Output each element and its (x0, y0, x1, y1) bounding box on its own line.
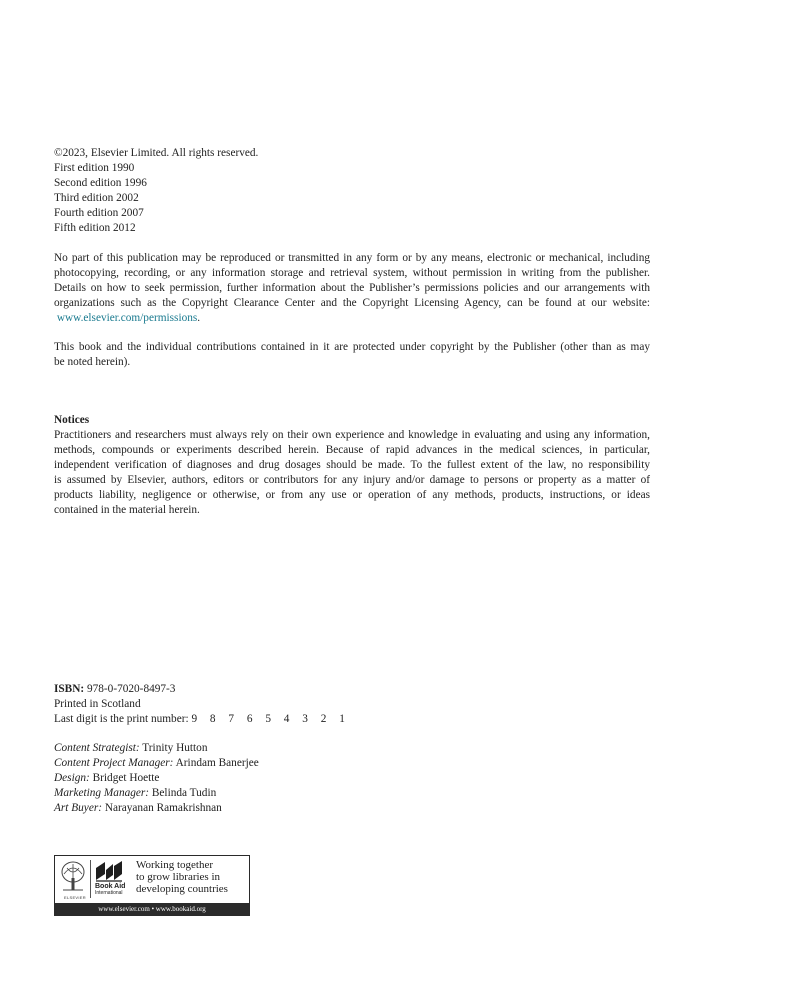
copyright-block (54, 146, 650, 236)
notices-line: methods, compounds or experiments described herein. Because of rapid advances in the medical sciences, in particular, (54, 444, 650, 456)
permissions-link[interactable]: www.elsevier.com/permissions (56, 312, 198, 324)
permissions-paragraph (54, 251, 650, 326)
tagline-line: Working together (136, 859, 214, 871)
permissions-link-line (54, 311, 650, 326)
edition-line: First edition 1990 (54, 162, 135, 174)
elsevier-wordmark: ELSEVIER (64, 895, 86, 900)
credit-role: Marketing Manager: (54, 787, 150, 799)
logo-tagline (136, 859, 228, 895)
book-aid-icon (95, 860, 123, 882)
print-number-digits: 9 8 7 6 5 4 3 2 1 (191, 713, 350, 725)
print-number-label: Last digit is the print number: (54, 713, 189, 725)
permissions-line: photocopying, recording, or any information storage and retrieval system, without permission in writing from the publisher. (54, 267, 650, 279)
credit-name: Belinda Tudin (149, 787, 217, 799)
printed-in: Printed in Scotland (54, 698, 141, 710)
permissions-link-suffix: . (197, 312, 201, 324)
notices-section (54, 413, 650, 518)
logo-top (55, 856, 248, 903)
credit-line (54, 741, 650, 756)
credit-role: Design: (54, 772, 90, 784)
credit-name: Narayanan Ramakrishnan (102, 802, 222, 814)
credit-line (54, 756, 650, 771)
permissions-line: Details on how to seek permission, further information about the Publisher’s permissions policies and our arrangements with (54, 282, 650, 294)
credit-name: Trinity Hutton (139, 742, 208, 754)
edition-line: Third edition 2002 (54, 192, 139, 204)
permissions-line: organizations such as the Copyright Clearance Center and the Copyright Licensing Agency, can be found at our website: (54, 297, 650, 309)
credit-name: Arindam Banerjee (173, 757, 259, 769)
protection-line: be noted herein). (54, 356, 131, 368)
elsevier-tree-icon (60, 860, 91, 898)
print-info (54, 682, 650, 727)
isbn-value: 978-0-7020-8497-3 (84, 683, 176, 695)
edition-line: Fourth edition 2007 (54, 207, 144, 219)
edition-line: Second edition 1996 (54, 177, 147, 189)
notices-line: is assumed by Elsevier, authors, editors or contributors for any injury and/or damage to persons or property as a matter of (54, 474, 650, 486)
isbn-line (54, 682, 650, 697)
notices-heading: Notices (54, 414, 90, 426)
credit-role: Content Strategist: (54, 742, 140, 754)
copyright-line: ©2023, Elsevier Limited. All rights reserved. (54, 147, 259, 159)
book-aid-name: Book Aid (95, 883, 126, 890)
credit-name: Bridget Hoette (89, 772, 160, 784)
credit-line (54, 801, 650, 816)
book-aid-subtitle: International (95, 890, 123, 896)
notices-line: Practitioners and researchers must always rely on their own experience and knowledge in evaluating and using any information, (54, 429, 650, 441)
credit-line (54, 771, 650, 786)
protection-line: This book and the individual contributions contained in it are protected under copyright by the Publisher (other than as may (54, 341, 650, 353)
edition-line: Fifth edition 2012 (54, 222, 136, 234)
print-number-line (54, 712, 650, 727)
isbn-label: ISBN: (54, 683, 85, 695)
notices-line: products liability, negligence or otherwise, or from any use or operation of any methods, products, instructions, or ideas (54, 489, 650, 501)
credit-role: Content Project Manager: (54, 757, 174, 769)
credits-list (54, 741, 650, 816)
notices-line: independent verification of diagnoses and drug dosages should be made. To the fullest extent of the law, no responsibility (54, 459, 650, 471)
protection-paragraph (54, 340, 650, 370)
tagline-line: to grow libraries in (136, 871, 221, 883)
tagline-line: developing countries (136, 883, 228, 895)
credit-line (54, 786, 650, 801)
logo-footer-bar: www.elsevier.com • www.bookaid.org (55, 903, 249, 915)
book-aid-logo-badge (54, 855, 250, 916)
permissions-line: No part of this publication may be reproduced or transmitted in any form or by any means, electronic or mechanical, including (54, 252, 650, 264)
credit-role: Art Buyer: (54, 802, 102, 814)
notices-line: contained in the material herein. (54, 504, 200, 516)
